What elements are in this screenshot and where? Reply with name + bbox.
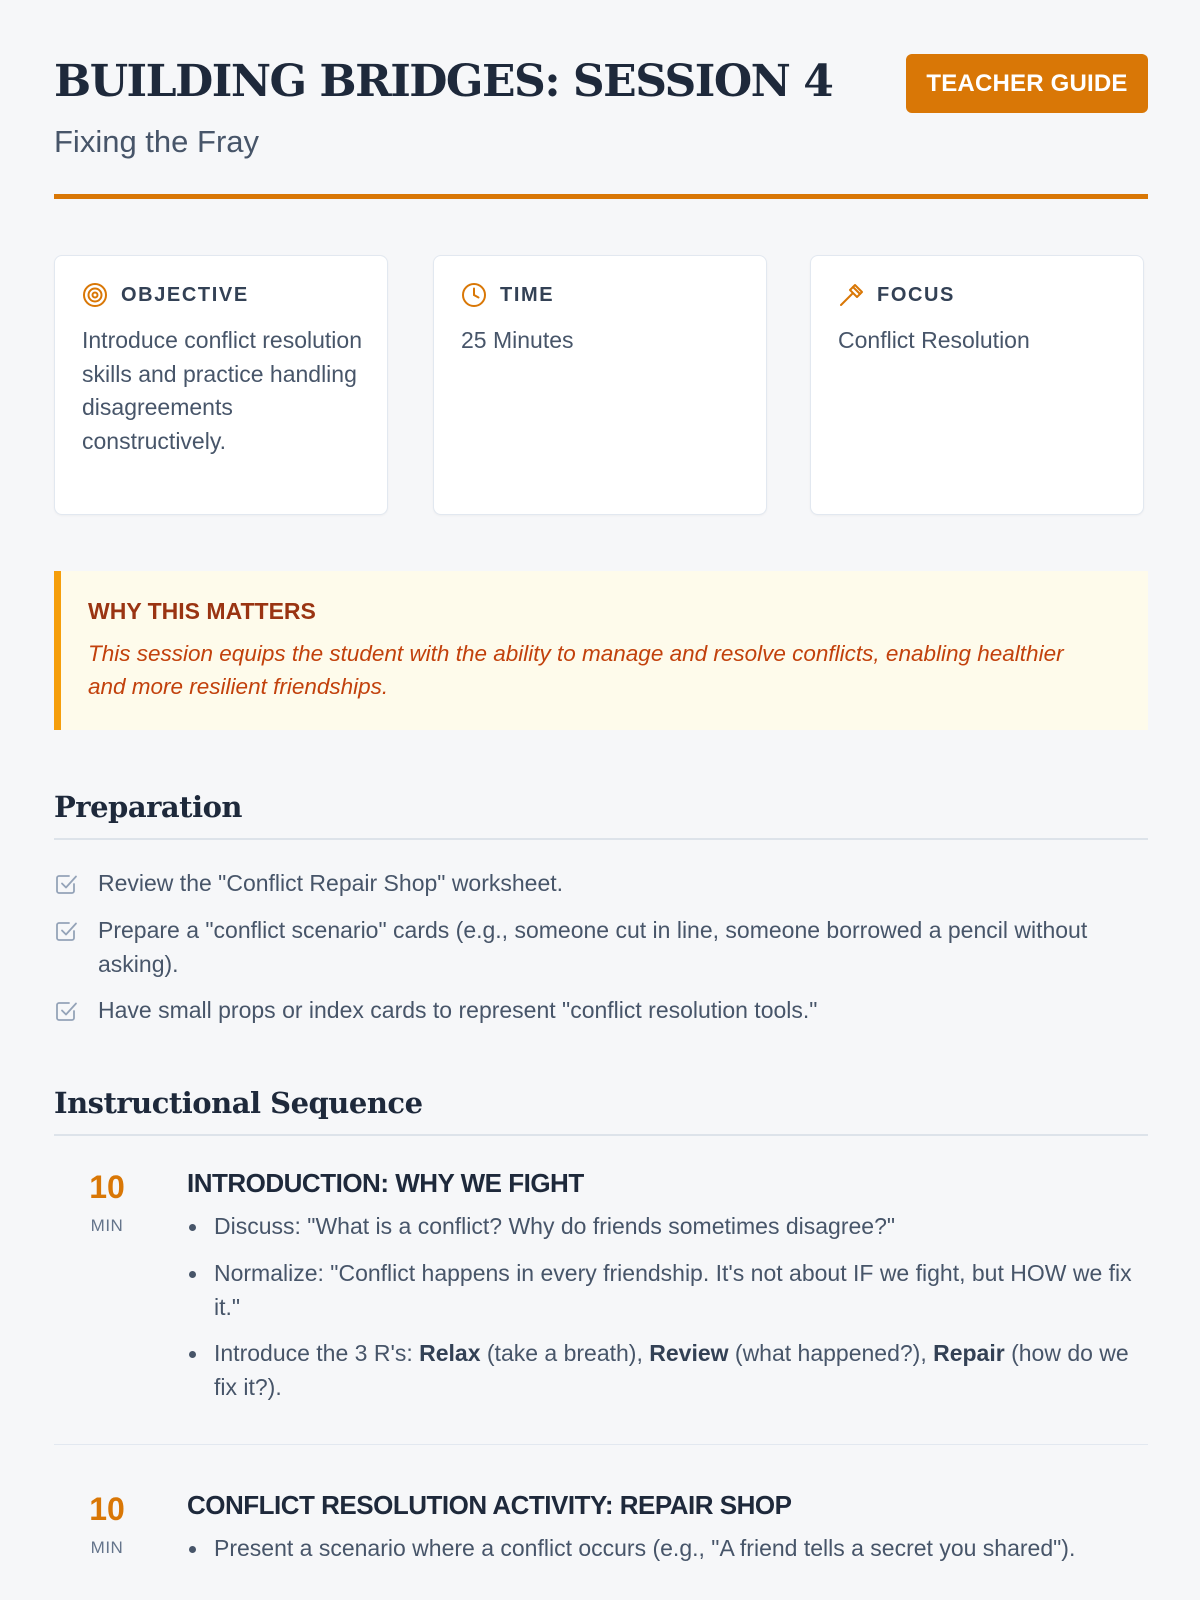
step-bullet: Present a scenario where a conflict occurs (e.g., "A friend tells a secret you shared"). — [187, 1532, 1148, 1566]
step-duration — [54, 1492, 160, 1558]
preparation-heading: Preparation — [54, 790, 243, 824]
time-card-header — [461, 282, 554, 308]
checkbox-icon[interactable] — [54, 872, 78, 896]
time-text: 25 Minutes — [461, 327, 574, 353]
page-subtitle: Fixing the Fray — [54, 124, 260, 159]
why-this-matters-callout — [54, 571, 1148, 730]
prep-item-text: Review the "Conflict Repair Shop" worksheet. — [98, 870, 564, 896]
focus-card — [810, 255, 1144, 515]
focus-label: FOCUS — [877, 283, 955, 306]
step-minutes: 10 — [89, 1491, 125, 1527]
step-bullet: Discuss: "What is a conflict? Why do friends sometimes disagree?" — [187, 1210, 1148, 1244]
step-bullet: Normalize: "Conflict happens in every friendship. It's not about IF we fight, but HOW we fix it." — [187, 1257, 1148, 1324]
sequence-heading: Instructional Sequence — [54, 1086, 423, 1120]
step-title: CONFLICT RESOLUTION ACTIVITY: REPAIR SHOP — [187, 1490, 792, 1520]
objective-card-header — [82, 282, 249, 308]
preparation-divider — [54, 838, 1148, 840]
repair-term: Repair — [933, 1340, 1005, 1366]
review-desc: (what happened?), — [728, 1340, 934, 1366]
objective-text: Introduce conflict resolution skills and practice handling disagreements constructively. — [82, 327, 362, 454]
step-unit: MIN — [90, 1216, 124, 1235]
clock-icon — [461, 282, 487, 308]
header-divider — [54, 194, 1148, 199]
teacher-guide-button[interactable]: TEACHER GUIDE — [906, 54, 1148, 113]
prep-item-text: Prepare a "conflict scenario" cards (e.g., someone cut in line, someone borrowed a pencil without asking). — [98, 917, 1088, 977]
time-label: TIME — [500, 283, 555, 306]
three-rs-prefix: Introduce the 3 R's: — [214, 1340, 420, 1366]
checkbox-icon[interactable] — [54, 919, 78, 943]
review-term: Review — [649, 1340, 729, 1366]
time-card — [433, 255, 767, 515]
focus-card-header — [838, 282, 955, 308]
prep-item-text: Have small props or index cards to represent "conflict resolution tools." — [98, 997, 818, 1023]
target-icon — [82, 282, 108, 308]
page-title: BUILDING BRIDGES: SESSION 4 — [54, 56, 833, 107]
objective-label: OBJECTIVE — [121, 283, 249, 306]
step-duration — [54, 1170, 160, 1236]
callout-title: WHY THIS MATTERS — [88, 598, 316, 624]
relax-desc: (take a breath), — [480, 1340, 650, 1366]
step-unit: MIN — [90, 1538, 124, 1557]
sequence-divider — [54, 1134, 1148, 1136]
step-bullet-three-rs — [187, 1337, 1148, 1404]
step-divider — [54, 1444, 1148, 1445]
relax-term: Relax — [419, 1340, 481, 1366]
callout-text: This session equips the student with the ability to manage and resolve conflicts, enabling healthier and more resilient friendships. — [88, 641, 1064, 699]
checkbox-icon[interactable] — [54, 999, 78, 1023]
focus-text: Conflict Resolution — [838, 327, 1030, 353]
hammer-icon — [838, 282, 864, 308]
step-minutes: 10 — [89, 1169, 125, 1205]
objective-card — [54, 255, 388, 515]
repair-desc: (how do we fix it?). — [214, 1340, 1129, 1400]
step-title: INTRODUCTION: WHY WE FIGHT — [187, 1168, 584, 1198]
